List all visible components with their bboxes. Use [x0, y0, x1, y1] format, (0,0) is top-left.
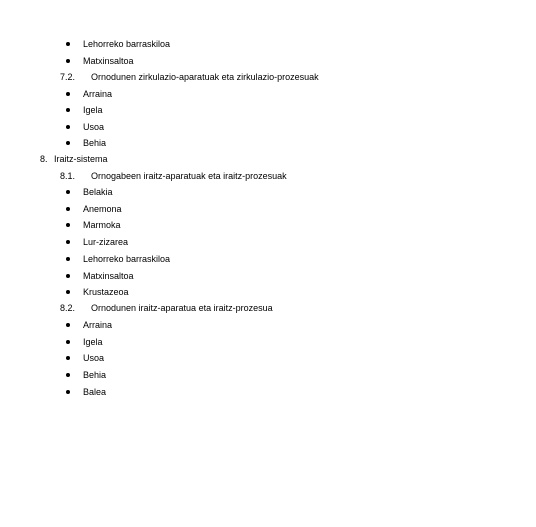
list-item-text: Arraina [83, 89, 113, 99]
bullet-dot [66, 373, 70, 377]
bullet-dot [66, 274, 70, 278]
bullet-dot [66, 240, 70, 244]
list-item-text: Matxinsaltoa [83, 56, 134, 66]
bullet-dot [66, 290, 70, 294]
bullet-dot [66, 190, 70, 194]
list-item-text: Arraina [83, 320, 113, 330]
list-item-text: Balea [83, 387, 107, 397]
subsection-title: Ornogabeen iraitz-aparatuak eta iraitz-prozesuak [91, 171, 287, 181]
subsection-title: Ornodunen zirkulazio-aparatuak eta zirkulazio-prozesuak [91, 72, 319, 82]
subsection-number: 8.1. [60, 171, 76, 181]
bullet-dot [66, 42, 70, 46]
list-item-text: Lehorreko barraskiloa [83, 39, 171, 49]
bullet-dot [66, 207, 70, 211]
list-item-text: Igela [83, 337, 103, 347]
list-item-text: Anemona [83, 204, 122, 214]
list-item-text: Marmoka [83, 220, 121, 230]
subsection-number: 8.2. [60, 303, 76, 313]
list-item-text: Usoa [83, 353, 105, 363]
section-number: 8. [40, 154, 48, 164]
list-item-text: Matxinsaltoa [83, 271, 134, 281]
list-item-text: Lehorreko barraskiloa [83, 254, 171, 264]
list-item-text: Igela [83, 105, 103, 115]
bullet-dot [66, 340, 70, 344]
list-item-text: Usoa [83, 122, 105, 132]
bullet-dot [66, 257, 70, 261]
section-title: Iraitz-sistema [54, 154, 108, 164]
bullet-dot [66, 390, 70, 394]
list-item-text: Behia [83, 138, 107, 148]
bullet-dot [66, 223, 70, 227]
bullet-dot [66, 92, 70, 96]
list-item-text: Lur-zizarea [83, 237, 129, 247]
list-item-text: Krustazeoa [83, 287, 129, 297]
bullet-dot [66, 125, 70, 129]
list-item-text: Belakia [83, 187, 113, 197]
subsection-number: 7.2. [60, 72, 76, 82]
bullet-dot [66, 356, 70, 360]
bullet-dot [66, 141, 70, 145]
subsection-title: Ornodunen iraitz-aparatua eta iraitz-prozesua [91, 303, 273, 313]
bullet-dot [66, 108, 70, 112]
list-item-text: Behia [83, 370, 107, 380]
bullet-dot [66, 59, 70, 63]
bullet-dot [66, 323, 70, 327]
